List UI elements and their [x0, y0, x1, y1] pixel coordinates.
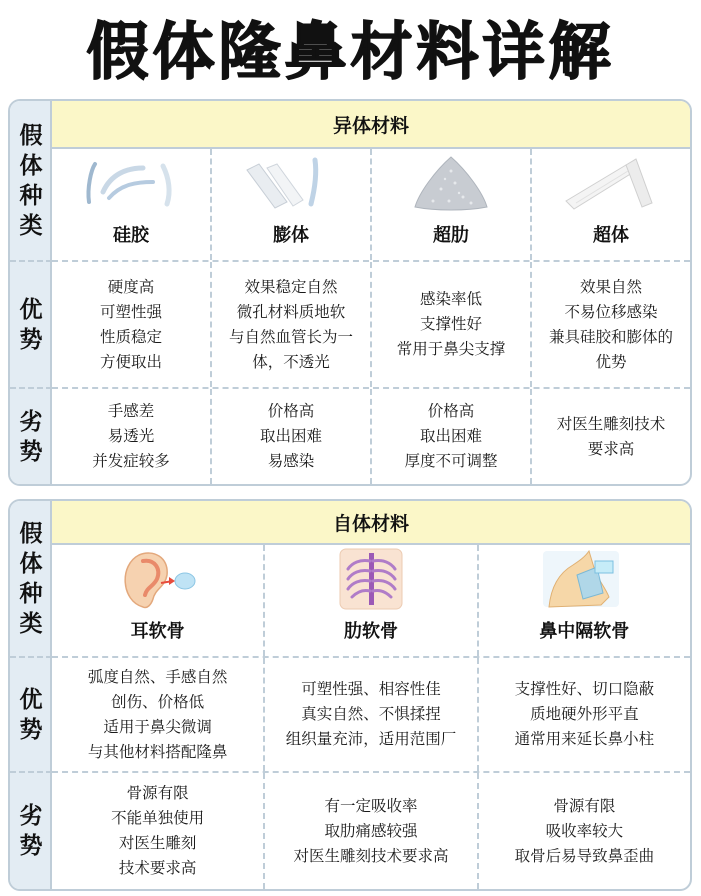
pros-text: 通常用来延长鼻小柱 — [514, 730, 655, 748]
pros-text: 体，不透光 — [252, 352, 330, 371]
autologous-materials-header: 自体材料 — [52, 501, 690, 545]
pros-text: 适用于鼻尖微调 — [103, 717, 212, 736]
l-shaped-implant-icon — [551, 151, 671, 215]
cons-text: 取肋痛感较强 — [324, 821, 418, 840]
material-cell — [372, 149, 532, 260]
eptfe-implant-icon — [231, 151, 351, 215]
pros-text: 常用于鼻尖支撑 — [396, 340, 506, 358]
cons-text: 不能单独使用 — [111, 809, 205, 827]
side-label-char: 体 — [19, 550, 43, 577]
cons-row — [52, 773, 690, 889]
material-name-row — [52, 545, 690, 658]
foreign-materials-table — [8, 99, 692, 486]
cons-text: 对医生雕刻技术要求高 — [293, 846, 449, 865]
cons-text: 对医生雕刻技术 — [556, 414, 666, 433]
material-cell — [532, 149, 690, 260]
side-label-char: 势 — [19, 438, 43, 465]
autologous-materials-grid — [52, 545, 690, 889]
side-label-char: 优 — [19, 296, 43, 323]
foreign-materials-grid — [52, 149, 690, 484]
pros-text: 微孔材料质地软 — [236, 302, 346, 321]
side-label-char: 劣 — [19, 408, 43, 435]
material-cell — [479, 545, 690, 656]
pros-text: 质地硬外形平直 — [530, 705, 639, 723]
pros-text: 性质稳定 — [99, 327, 162, 346]
pros-cell — [52, 262, 212, 387]
pros-text: 创伤、价格低 — [111, 692, 205, 711]
pros-text: 兼具硅胶和膨体的 — [548, 327, 673, 346]
pros-cell — [212, 262, 372, 387]
pros-cell — [265, 658, 478, 771]
material-name-row — [52, 149, 690, 262]
material-name: 鼻中隔软骨 — [539, 621, 630, 642]
cons-cell — [265, 773, 478, 889]
material-name: 肋软骨 — [343, 621, 398, 642]
material-name: 膨体 — [273, 225, 309, 246]
foreign-materials-header: 异体材料 — [52, 101, 690, 149]
pros-text: 效果稳定自然 — [244, 277, 338, 296]
side-label-char: 势 — [19, 326, 43, 353]
side-label-char: 势 — [19, 716, 43, 743]
material-name: 耳软骨 — [130, 621, 185, 642]
pros-cell — [479, 658, 690, 771]
cons-cell — [52, 389, 212, 484]
cons-cell — [212, 389, 372, 484]
cons-text: 技术要求高 — [118, 859, 197, 877]
pros-text: 与其他材料搭配隆鼻 — [87, 742, 228, 761]
side-label-char: 优 — [19, 686, 43, 713]
pros-text: 真实自然、不惧揉捏 — [301, 705, 441, 723]
side-label-implant-type — [10, 501, 52, 658]
pros-text: 优势 — [595, 352, 627, 371]
material-cell — [265, 545, 478, 656]
side-label-char: 假 — [19, 122, 43, 149]
side-label-char: 类 — [19, 212, 43, 239]
side-label-implant-type — [10, 101, 52, 262]
pros-text: 组织量充沛，适用范围厂 — [285, 730, 457, 748]
pros-text: 可塑性强 — [99, 302, 162, 321]
cons-text: 价格高 — [427, 402, 475, 420]
cons-text: 易感染 — [267, 452, 315, 470]
cons-cell — [372, 389, 532, 484]
cons-text: 并发症较多 — [92, 452, 170, 470]
pros-text: 感染率低 — [419, 290, 482, 308]
pros-text: 硬度高 — [107, 277, 155, 296]
material-cell — [52, 545, 265, 656]
ear-cartilage-icon — [98, 547, 218, 611]
cons-text: 手感差 — [107, 402, 155, 420]
cons-cell — [479, 773, 690, 889]
cons-row — [52, 389, 690, 484]
side-label-char: 种 — [19, 580, 43, 607]
side-label-char: 势 — [19, 833, 43, 859]
material-name: 超肋 — [433, 225, 469, 246]
material-name: 硅胶 — [113, 225, 149, 246]
cons-cell — [52, 773, 265, 889]
side-label-char: 假 — [19, 520, 43, 547]
side-label-pros — [10, 262, 52, 389]
pros-text: 支撑性好、切口隐蔽 — [514, 680, 655, 698]
side-label-cons — [10, 389, 52, 484]
pros-row — [52, 262, 690, 389]
pros-text: 效果自然 — [579, 277, 642, 296]
pros-cell — [532, 262, 690, 387]
pros-text: 方便取出 — [99, 352, 162, 371]
triangle-implant-icon — [391, 151, 511, 215]
cons-text: 对医生雕刻 — [118, 834, 197, 852]
side-label-column — [10, 501, 52, 889]
cons-text: 骨源有限 — [553, 796, 616, 815]
cons-text: 价格高 — [267, 402, 315, 420]
cons-text: 有一定吸收率 — [324, 796, 418, 815]
side-label-char: 种 — [19, 182, 43, 209]
cons-text: 易透光 — [107, 427, 155, 445]
rib-cartilage-icon — [311, 547, 431, 611]
side-label-column — [10, 101, 52, 484]
cons-text: 取出困难 — [259, 427, 322, 445]
pros-text: 不易位移感染 — [564, 302, 658, 321]
septal-cartilage-icon — [524, 547, 644, 611]
pros-cell — [52, 658, 265, 771]
pros-text: 与自然血管长为一 — [228, 327, 353, 346]
cons-text: 取出困难 — [419, 427, 482, 445]
page-title: 假体隆鼻材料详解 — [86, 14, 615, 88]
material-cell — [212, 149, 372, 260]
cons-text: 取骨后易导致鼻歪曲 — [514, 846, 655, 865]
pros-row — [52, 658, 690, 773]
side-label-pros — [10, 658, 52, 773]
cons-text: 吸收率较大 — [545, 821, 624, 840]
pros-text: 可塑性强、相容性佳 — [301, 680, 441, 698]
cons-text: 要求高 — [587, 439, 635, 458]
pros-text: 支撑性好 — [419, 315, 482, 333]
side-label-cons — [10, 773, 52, 889]
side-label-char: 类 — [19, 610, 43, 637]
cons-text: 骨源有限 — [126, 784, 189, 802]
pros-cell — [372, 262, 532, 387]
side-label-char: 体 — [19, 152, 43, 179]
material-name: 超体 — [593, 225, 629, 246]
side-label-char: 劣 — [19, 803, 43, 829]
pros-text: 弧度自然、手感自然 — [87, 667, 228, 686]
silicone-implant-icon — [71, 151, 191, 215]
material-cell — [52, 149, 212, 260]
autologous-materials-table — [8, 499, 692, 891]
cons-text: 厚度不可调整 — [404, 452, 498, 470]
cons-cell — [532, 389, 690, 484]
